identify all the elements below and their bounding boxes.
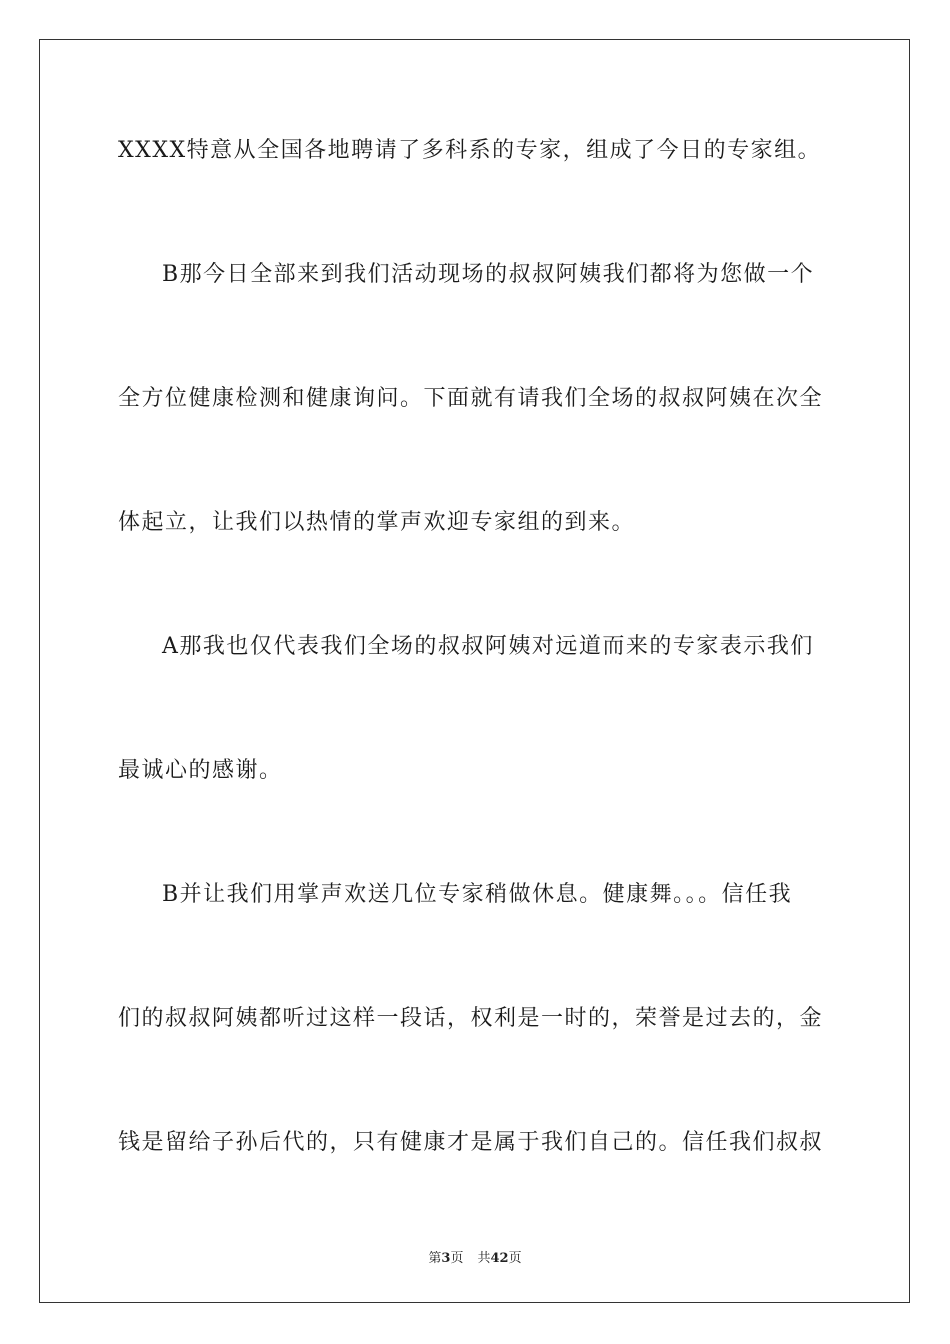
page-number: 3 — [441, 1251, 451, 1266]
page-prefix: 第 — [428, 1251, 442, 1266]
text-line-4: 体起立，让我们以热情的掌声欢迎专家组的到来。 — [118, 510, 636, 535]
text-line-7: B并让我们用掌声欢送几位专家稍做休息。健康舞。。。信任我 — [162, 882, 793, 907]
page-footer — [0, 1247, 950, 1266]
total-suffix: 页 — [508, 1251, 522, 1266]
text-line-2: B那今日全部来到我们活动现场的叔叔阿姨我们都将为您做一个 — [162, 262, 815, 287]
page-border — [39, 39, 910, 1303]
text-line-8: 们的叔叔阿姨都听过这样一段话，权利是一时的，荣誉是过去的，金 — [118, 1006, 824, 1031]
text-line-5: A那我也仅代表我们全场的叔叔阿姨对远道而来的专家表示我们 — [162, 634, 814, 659]
text-line-9: 钱是留给子孙后代的，只有健康才是属于我们自己的。信任我们叔叔 — [118, 1130, 824, 1155]
text-line-6: 最诚心的感谢。 — [118, 758, 283, 783]
text-line-3: 全方位健康检测和健康询问。下面就有请我们全场的叔叔阿姨在次全 — [118, 386, 824, 411]
total-prefix: 共 — [477, 1251, 491, 1266]
text-line-1: XXXX特意从全国各地聘请了多科系的专家，组成了今日的专家组。 — [118, 138, 822, 163]
page-suffix: 页 — [450, 1251, 464, 1266]
total-pages: 42 — [490, 1251, 509, 1266]
